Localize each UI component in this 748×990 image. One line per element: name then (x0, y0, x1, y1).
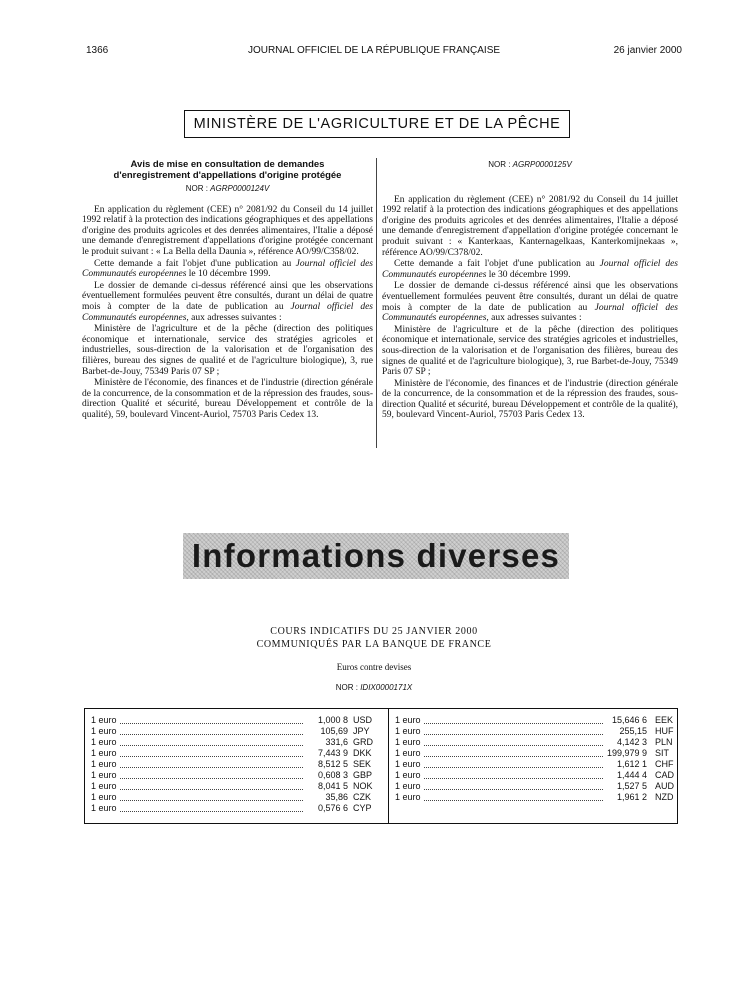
paragraph: En application du règlement (CEE) n° 2081/92 du Conseil du 14 juillet 1992 relatif à la protection des indications géographiques et des appellations d'origine des produits agricoles et des denrées alimentaires, l'Italie a déposé une demande d'enregistrement d'appellations d'origine protégée concernant le produit suivant : « La Bella della Daunia », référence AO/99/C358/02. (82, 204, 373, 257)
rate-label: 1 euro (395, 737, 421, 747)
paragraph (382, 281, 678, 323)
currency-code: NZD (655, 792, 674, 802)
paragraph: En application du règlement (CEE) n° 2081/92 du Conseil du 14 juillet 1992 relatif à la protection des indications géographiques et des appellations d'origine des produits agricoles et des denrées alimentaires, l'Italie a déposé une demande d'enregistrement d'appellation d'origine protégée concernant le produit suivant : « Kanterkaas, Kanternagelkaas, Kanterkomijnekaas », référence AO/99/C378/02. (382, 194, 678, 258)
rate-row (395, 792, 673, 803)
rate-label: 1 euro (91, 715, 117, 725)
leader-dots (424, 767, 603, 768)
rate-value: 7,443 9 (317, 748, 348, 758)
currency-code: CAD (655, 770, 675, 780)
currency-code: GRD (353, 737, 373, 747)
rate-value: 1,527 5 (616, 781, 647, 791)
currency-code: NOK (353, 781, 373, 791)
rate-row (91, 759, 381, 770)
paragraph-text: , aux adresses suivantes : (186, 312, 282, 323)
journal-reference: Journal officiel des Communautés européennes (382, 259, 678, 280)
rate-label: 1 euro (91, 726, 117, 736)
rates-column-left (91, 715, 381, 814)
paragraph-text: Le dossier de demande ci-dessus référencé ainsi que les observations éventuellement formulées peuvent être consultés, durant un délai de quatre mois à compter de la date de publication au (82, 280, 373, 312)
section-banner (183, 533, 569, 579)
rate-label: 1 euro (395, 726, 421, 736)
section-banner-title: Informations diverses (191, 537, 561, 574)
rate-label: 1 euro (91, 781, 117, 791)
leader-dots (120, 811, 303, 812)
currency-code: CYP (353, 803, 372, 813)
rate-value: 1,000 8 (317, 715, 348, 725)
paragraph (82, 259, 373, 280)
rate-row (91, 748, 381, 759)
rate-row (91, 781, 381, 792)
leader-dots (424, 756, 603, 757)
rate-value: 331,6 (325, 737, 348, 747)
nor-label: NOR : (335, 683, 361, 692)
leader-dots (120, 723, 303, 724)
currency-code: USD (353, 715, 373, 725)
avis-title-line2: d'enregistrement d'appellations d'origine protégée (113, 169, 342, 181)
rate-label: 1 euro (395, 759, 421, 769)
exchange-rates-table (84, 708, 678, 824)
journal-reference: Journal officiel des Communautés européennes (82, 301, 373, 323)
paragraph: Ministère de l'agriculture et de la pêche (direction des politiques économique et internationale, service des stratégies agricoles et industrielles, sous-direction de la valorisation et de l'organisation des filières, bureau des signes de qualité et de l'agriculture biologique), 3, rue Barbet-de-Jouy, 75349 Paris 07 SP ; (382, 324, 678, 378)
currency-code: SIT (655, 748, 670, 758)
left-column (82, 160, 373, 420)
paragraph (382, 259, 678, 280)
rate-label: 1 euro (395, 781, 421, 791)
right-column (382, 160, 678, 421)
rate-label: 1 euro (395, 748, 421, 758)
rate-label: 1 euro (91, 803, 117, 813)
nor-reference (82, 184, 373, 195)
leader-dots (424, 800, 603, 801)
rate-row (91, 792, 381, 803)
rate-row (91, 770, 381, 781)
paragraph-text: Cette demande a fait l'objet d'une publication au (394, 259, 600, 270)
rate-value: 0,576 6 (317, 803, 348, 813)
paragraph-text: le 10 décembre 1999. (186, 269, 271, 280)
rate-row (91, 803, 381, 814)
currency-code: DKK (353, 748, 372, 758)
currency-code: PLN (655, 737, 673, 747)
rate-value: 0,608 3 (317, 770, 348, 780)
avis-title-line1: Avis de mise en consultation de demandes (130, 159, 325, 170)
cours-title-line2: COMMUNIQUÉS PAR LA BANQUE DE FRANCE (256, 639, 492, 650)
journal-title: JOURNAL OFFICIEL DE LA RÉPUBLIQUE FRANÇAISE (247, 45, 501, 56)
rate-row (395, 737, 673, 748)
paragraph: Ministère de l'économie, des finances et de l'industrie (direction générale de la concurrence, de la consommation et de la répression des fraudes, sous-direction Qualité et sécurité, bureau Développement et contrôle de la qualité), 59, boulevard Vincent-Auriol, 75703 Paris Cedex 13. (382, 378, 678, 421)
paragraph: Ministère de l'agriculture et de la pêche (direction des politiques économique et internationale, service des stratégies agricoles et industrielles, sous-direction de la valorisation et de l'organisation des filières, bureau des signes de qualité et de l'agriculture biologique), 3, rue Barbet-de-Jouy, 75349 Paris 07 SP ; (82, 324, 373, 377)
cours-title-line1: COURS INDICATIFS DU 25 JANVIER 2000 (270, 626, 478, 637)
rate-label: 1 euro (395, 792, 421, 802)
rate-row (91, 715, 381, 726)
rate-value: 105,69 (320, 726, 348, 736)
rate-value: 255,15 (619, 726, 647, 736)
rate-value: 199,979 9 (606, 748, 647, 758)
rates-column-right (395, 715, 673, 803)
currency-code: GBP (353, 770, 373, 780)
currency-code: AUD (655, 781, 675, 791)
rate-row (395, 759, 673, 770)
currency-code: CZK (353, 792, 371, 802)
currency-code: HUF (655, 726, 674, 736)
rate-value: 1,961 2 (616, 792, 647, 802)
avis-title (82, 160, 373, 181)
page-number: 1366 (86, 45, 109, 56)
paragraph-text: Le dossier de demande ci-dessus référencé ainsi que les observations éventuellement formulées peuvent être consultés, durant un délai de quatre mois à compter de la date de publication au (382, 281, 678, 313)
rate-value: 1,444 4 (616, 770, 647, 780)
rate-row (91, 737, 381, 748)
table-divider (388, 709, 389, 823)
currency-code: JPY (353, 726, 370, 736)
nor-code: IDIX0000171X (360, 683, 413, 692)
currency-code: EEK (655, 715, 674, 725)
paragraph-text: Cette demande a fait l'objet d'une publication au (94, 258, 296, 269)
nor-reference (0, 683, 748, 692)
nor-label: NOR : (488, 160, 513, 169)
currency-code: CHF (655, 759, 674, 769)
rate-value: 4,142 3 (616, 737, 647, 747)
rate-label: 1 euro (91, 759, 117, 769)
leader-dots (424, 745, 603, 746)
leader-dots (424, 734, 603, 735)
leader-dots (424, 778, 603, 779)
leader-dots (424, 789, 603, 790)
cours-subtitle: Euros contre devises (336, 662, 412, 672)
rate-row (395, 726, 673, 737)
leader-dots (120, 734, 303, 735)
nor-code: AGRP0000125V (512, 160, 572, 169)
rate-row (395, 748, 673, 759)
rate-value: 8,512 5 (317, 759, 348, 769)
leader-dots (120, 778, 303, 779)
rate-row (395, 770, 673, 781)
column-divider (376, 158, 377, 448)
nor-code: AGRP0000124V (210, 184, 270, 193)
rate-label: 1 euro (395, 715, 421, 725)
rate-value: 15,646 6 (611, 715, 647, 725)
rate-label: 1 euro (91, 792, 117, 802)
rate-value: 35,86 (325, 792, 348, 802)
rate-label: 1 euro (91, 737, 117, 747)
leader-dots (120, 756, 303, 757)
paragraph (82, 281, 373, 323)
rate-value: 8,041 5 (317, 781, 348, 791)
paragraph: Ministère de l'économie, des finances et de l'industrie (direction générale de la concurrence, de la consommation et de la répression des fraudes, sous-direction Qualité et sécurité, bureau Développement et contrôle de la qualité), 59, boulevard Vincent-Auriol, 75703 Paris Cedex 13. (82, 378, 373, 420)
leader-dots (120, 800, 303, 801)
rate-value: 1,612 1 (616, 759, 647, 769)
journal-reference: Journal officiel des Communautés européennes (82, 258, 373, 280)
rate-row (395, 781, 673, 792)
rate-row (91, 726, 381, 737)
leader-dots (120, 767, 303, 768)
publication-date: 26 janvier 2000 (613, 45, 682, 56)
currency-code: SEK (353, 759, 372, 769)
nor-label: NOR : (185, 184, 211, 193)
leader-dots (120, 745, 303, 746)
paragraph-text: le 30 décembre 1999. (486, 269, 571, 280)
rate-label: 1 euro (395, 770, 421, 780)
leader-dots (424, 723, 603, 724)
ministry-title: MINISTÈRE DE L'AGRICULTURE ET DE LA PÊCHE (184, 110, 570, 138)
paragraph-text: , aux adresses suivantes : (486, 313, 582, 324)
nor-reference (382, 160, 678, 171)
rate-label: 1 euro (91, 770, 117, 780)
journal-reference: Journal officiel des Communautés européennes (382, 302, 678, 324)
leader-dots (120, 789, 303, 790)
rate-label: 1 euro (91, 748, 117, 758)
rate-row (395, 715, 673, 726)
